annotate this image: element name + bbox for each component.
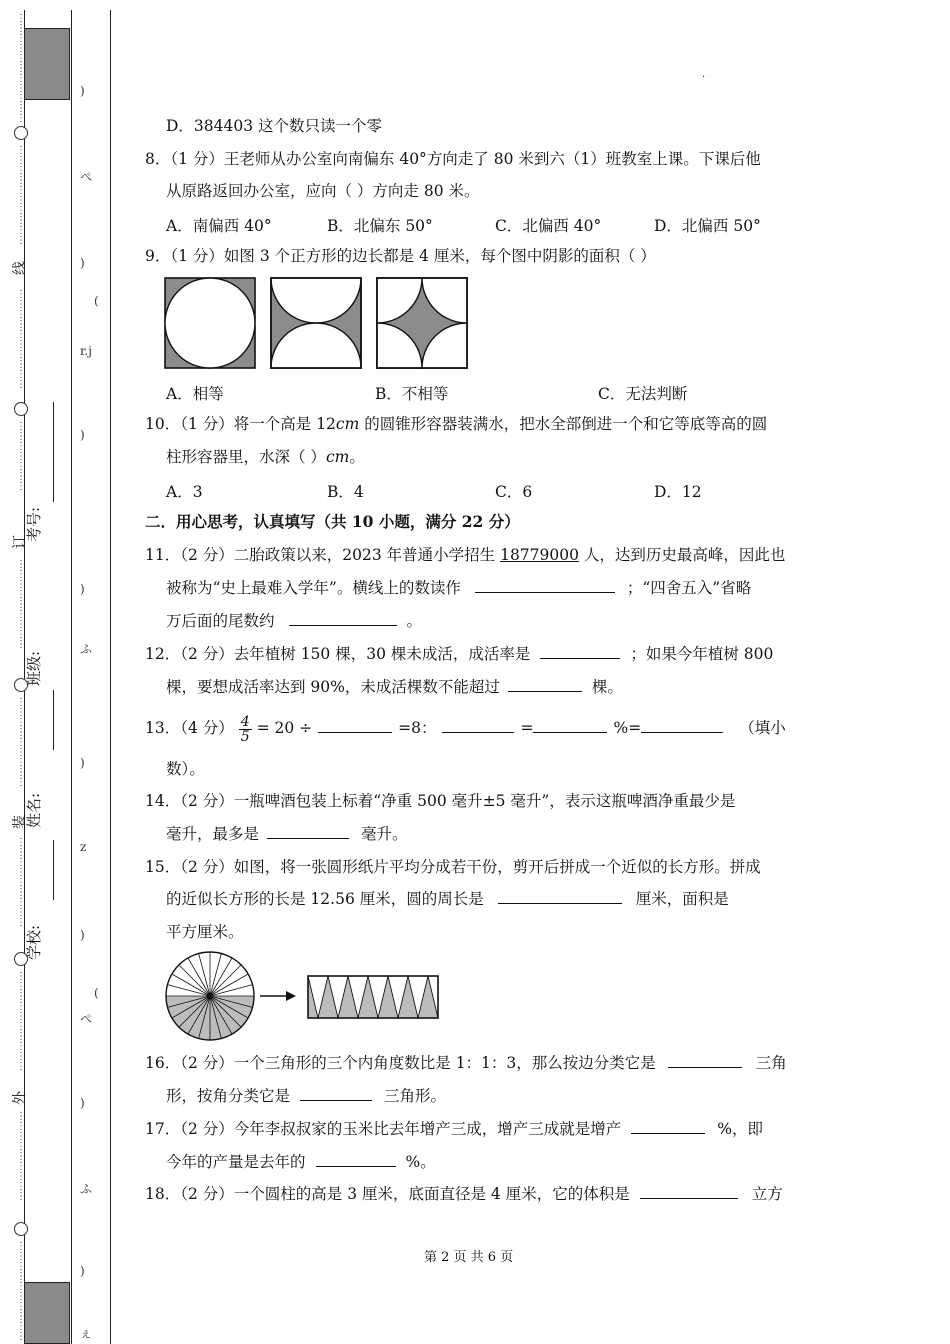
- q11-underlined-number: 18779000: [500, 546, 579, 564]
- q8-line1: 8．（1 分）王老师从办公室向南偏东 40°方向走了 80 米到六（1）班教室上课。下课后他: [145, 150, 761, 168]
- q13-line2: 数）。: [166, 760, 205, 778]
- q10-option-a: A．3: [166, 483, 203, 501]
- q10-line1: 10．（1 分）将一个高是 12cm 的圆锥形容器装满水，把水全部倒进一个和它等底等高的圆: [145, 415, 768, 433]
- side-paren: ): [80, 84, 85, 98]
- cut-dots: ⋮ ⋮ ⋮ ⋮ ⋮ ⋮ ⋮ ⋮ ⋮: [16, 837, 26, 928]
- q13-blank-1[interactable]: [318, 718, 392, 733]
- q17-blank-2[interactable]: [316, 1152, 396, 1167]
- q12-line2: 棵，要想成活率达到 90%，未成活棵数不能超过 棵。: [166, 678, 623, 696]
- cut-circle: [14, 126, 28, 140]
- q12-line1: 12．（2 分）去年植树 150 棵，30 棵未成活，成活率是 ；如果今年植树 800: [145, 645, 774, 663]
- cut-circle: [14, 1222, 28, 1236]
- q15-circle: [166, 952, 254, 1040]
- q10-line2: 柱形容器里，水深（ ）cm。: [166, 448, 365, 466]
- q15-line1: 15．（2 分）如图，将一张圆形纸片平均分成若干份，剪开后拼成一个近似的长方形。拼成: [145, 858, 761, 876]
- q13-blank-4[interactable]: [641, 718, 723, 733]
- q18-line1: 18．（2 分）一个圆柱的高是 3 厘米，底面直径是 4 厘米，它的体积是 立方: [145, 1185, 783, 1203]
- cut-dots: ⋮ ⋮ ⋮ ⋮ ⋮ ⋮ ⋮ ⋮ ⋮: [16, 1111, 26, 1202]
- q9-line1: 9．（1 分）如图 3 个正方形的边长都是 4 厘米，每个图中阴影的面积（ ）: [145, 247, 656, 265]
- q9-option-c: C．无法判断: [598, 385, 688, 403]
- q16-blank-2[interactable]: [300, 1086, 372, 1101]
- q10-option-d: D．12: [654, 483, 702, 501]
- q15-figure: [164, 950, 444, 1046]
- q14-line1: 14．（2 分）一瓶啤酒包装上标着“净重 500 毫升±5 毫升”，表示这瓶啤酒净重最少是: [145, 792, 736, 810]
- q8-option-a: A．南偏西 40°: [166, 217, 272, 235]
- q11-blank-1[interactable]: [475, 578, 615, 593]
- q9-figure-2: [271, 278, 361, 368]
- side-paren: ): [80, 1096, 85, 1110]
- q10-option-c: C．6: [495, 483, 533, 501]
- page-footer: 第 2 页 共 6 页: [424, 1250, 514, 1265]
- q14-line2: 毫升，最多是 毫升。: [166, 825, 408, 843]
- side-paren: ): [80, 928, 85, 942]
- q8-option-c: C．北偏西 40°: [495, 217, 602, 235]
- exam-number-label: 考号:: [26, 402, 70, 552]
- q17-line1: 17．（2 分）今年李叔叔家的玉米比去年增产三成，增产三成就是增产 %，即: [145, 1120, 763, 1138]
- q16-line2: 形，按角分类它是 三角形。: [166, 1087, 447, 1105]
- class-label: 班级:: [26, 610, 70, 730]
- q16-line1: 16．（2 分）一个三角形的三个内角度数比是 1：1：3，那么按边分类它是 三角: [145, 1054, 787, 1072]
- q13-blank-3[interactable]: [533, 718, 607, 733]
- q13-blank-2[interactable]: [442, 718, 514, 733]
- q11-line3: 万后面的尾数约 。: [166, 612, 423, 630]
- q17-line2: 今年的产量是去年的 %。: [166, 1153, 436, 1171]
- cut-dots: ⋮ ⋮ ⋮ ⋮ ⋮ ⋮ ⋮ ⋮ ⋮ ⋮ ⋮: [16, 13, 26, 124]
- q8-option-d: D．北偏西 50°: [654, 217, 761, 235]
- q9-figures: [163, 276, 469, 370]
- side-paren: (: [94, 294, 99, 308]
- q16-blank-1[interactable]: [668, 1053, 742, 1068]
- binding-gray-block-top: [24, 28, 70, 100]
- q11-blank-2[interactable]: [289, 611, 397, 626]
- q15-line2: 的近似长方形的长是 12.56 厘米，圆的周长是 厘米，面积是: [166, 890, 729, 908]
- q9-figure-3: [377, 278, 467, 368]
- q15-arrow: [260, 991, 296, 1001]
- q9-option-a: A．相等: [166, 385, 224, 403]
- q9-option-b: B．不相等: [375, 385, 449, 403]
- section2-title: 二．用心思考，认真填写（共 10 小题，满分 22 分）: [145, 512, 520, 531]
- q14-blank[interactable]: [267, 824, 349, 839]
- q12-blank-1[interactable]: [540, 644, 620, 659]
- q15-rectangle: [308, 976, 438, 1018]
- cut-dots: ⋮ ⋮ ⋮ ⋮ ⋮ ⋮ ⋮ ⋮ ⋮ ⋮: [16, 971, 26, 1072]
- cut-dots: ⋮ ⋮ ⋮ ⋮ ⋮ ⋮ ⋮ ⋮ ⋮: [16, 559, 26, 650]
- cut-dots: ⋮ ⋮ ⋮ ⋮ ⋮ ⋮ ⋮ ⋮ ⋮ ⋮: [16, 1241, 26, 1342]
- q10-unit-2: cm: [325, 448, 350, 466]
- header-dot: ·: [702, 72, 706, 83]
- cut-dots: ⋮ ⋮ ⋮ ⋮ ⋮ ⋮ ⋮: [16, 421, 26, 492]
- cut-dots: ⋮ ⋮ ⋮ ⋮ ⋮ ⋮ ⋮ ⋮ ⋮ ⋮: [16, 145, 26, 246]
- side-paren: ): [80, 1264, 85, 1278]
- side-paren: ): [80, 756, 85, 770]
- side-paren: (: [94, 986, 99, 1000]
- binding-sidebar: [0, 0, 112, 1344]
- side-mark: ふ: [80, 1182, 93, 1196]
- q9-figure-1: [165, 278, 255, 368]
- q11-line2: 被称为“史上最难入学年”。横线上的数读作 ；“四舍五入”省略: [166, 579, 752, 597]
- q10-unit: cm: [335, 415, 360, 433]
- q13-line1: 13．（4 分） $\frac{4}{5}$ = 20 ÷ =8： = %= （填小: [145, 713, 786, 745]
- q18-blank[interactable]: [640, 1184, 738, 1199]
- q12-blank-2[interactable]: [508, 677, 582, 692]
- cut-dots: ⋮ ⋮ ⋮ ⋮ ⋮ ⋮ ⋮ ⋮ ⋮: [16, 697, 26, 788]
- q8-line2: 从原路返回办公室，应向（ ）方向走 80 米。: [166, 182, 480, 200]
- binding-gray-block-bottom: [24, 1282, 70, 1344]
- side-paren: ): [80, 582, 85, 596]
- side-mark: ぺ: [80, 170, 93, 184]
- q15-line3: 平方厘米。: [166, 923, 244, 941]
- q17-blank-1[interactable]: [631, 1119, 705, 1134]
- binding-right-line: [110, 10, 111, 1344]
- q10-option-b: B．4: [327, 483, 364, 501]
- name-label: 姓名:: [26, 740, 70, 900]
- side-mark: ぇ: [80, 1326, 93, 1340]
- q8-option-b: B．北偏东 50°: [327, 217, 433, 235]
- side-mark: z: [80, 840, 87, 854]
- binding-char-ding: 订: [12, 535, 28, 549]
- side-mark: ぺ: [80, 1012, 93, 1026]
- binding-char-zhuang: 装: [12, 815, 28, 829]
- binding-char-xian: 线: [12, 261, 28, 275]
- binding-char-wai: 外: [12, 1091, 28, 1105]
- side-mark: ふ: [80, 642, 93, 656]
- side-mark: r.j: [80, 344, 92, 358]
- cut-dots: ⋮ ⋮ ⋮ ⋮ ⋮ ⋮ ⋮ ⋮ ⋮ ⋮: [16, 289, 26, 390]
- school-label: 学校:: [25, 924, 44, 961]
- q11-line1: 11．（2 分）二胎政策以来，2023 年普通小学招生 18779000 人，达到历史最高峰，因此也: [145, 546, 786, 564]
- q7-option-d: D．384403 这个数只读一个零: [166, 117, 383, 135]
- q15-blank[interactable]: [498, 889, 622, 904]
- side-paren: ): [80, 428, 85, 442]
- side-paren: ): [80, 256, 85, 270]
- q13-fraction: $\frac{4}{5}$: [240, 713, 250, 745]
